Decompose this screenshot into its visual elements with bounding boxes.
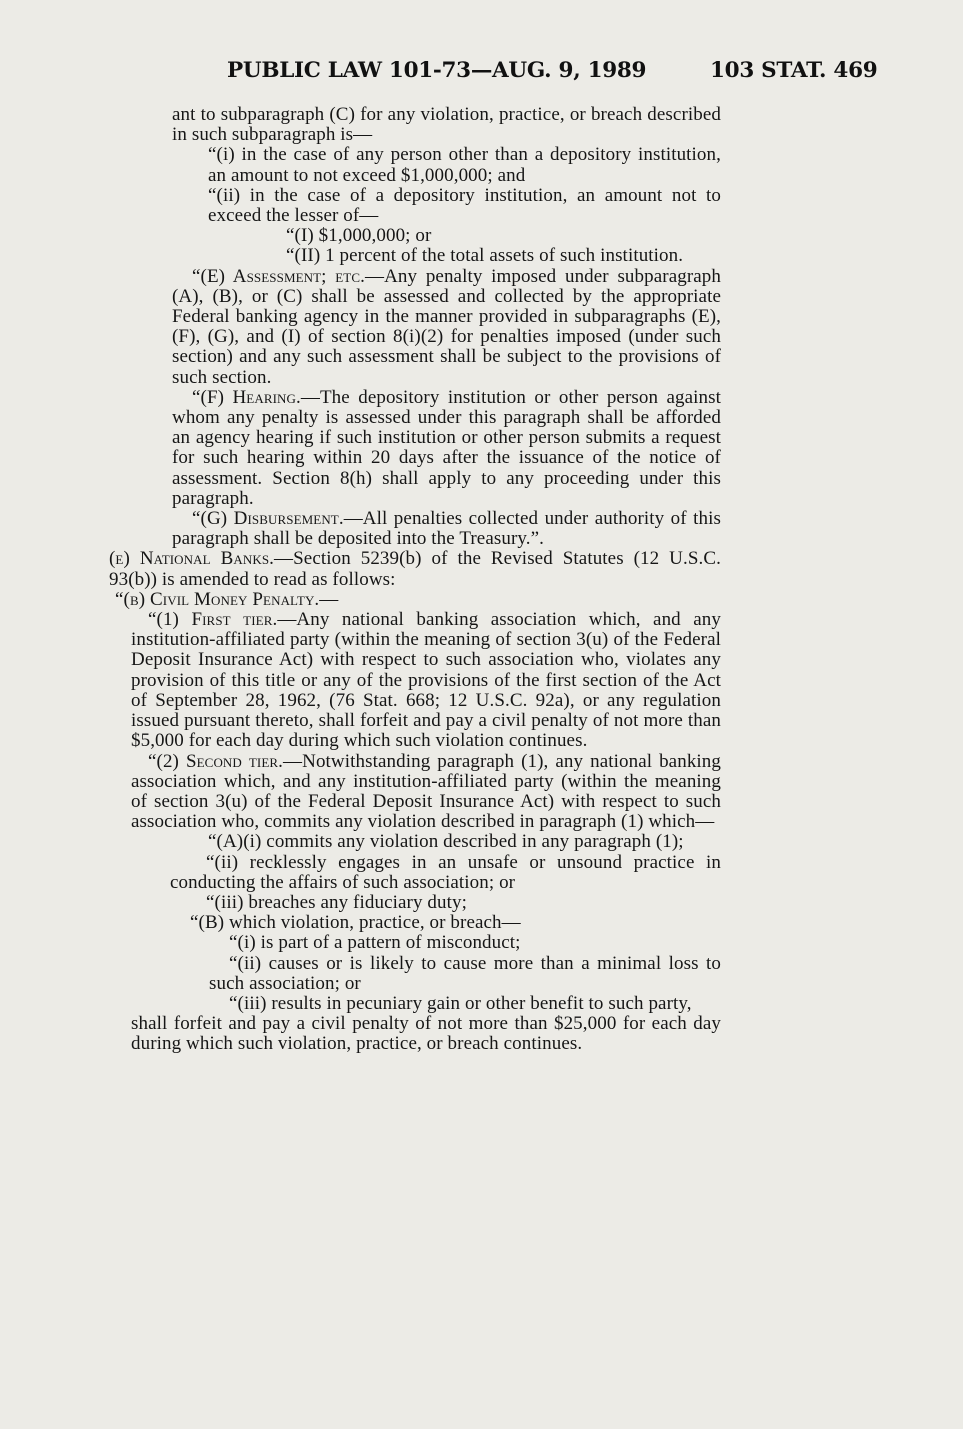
section-heading: (e) National Banks. (109, 548, 275, 570)
paragraph: “(G) Disbursement.—All penalties collected under authority of this paragraph shall be deposited into the Treasury.”. (172, 508, 721, 550)
section-heading: “(2) Second tier. (148, 750, 284, 772)
paragraph: shall forfeit and pay a civil penalty of not more than $25,000 for each day during which such violation, practice, or breach continues. (131, 1013, 721, 1055)
paragraph: “(iii) results in pecuniary gain or other benefit to such party, (229, 992, 692, 1014)
section-heading: “(F) Hearing. (192, 386, 301, 408)
paragraph: “(1) First tier.—Any national banking association which, and any institution-affiliated party (within the meaning of section 3(u) of the Federal Deposit Insurance Act) with respect to such association who, violates any provision of this title or any of the provisions of the first section of the Act of September 28, 1962, (76 Stat. 668; 12 U.S.C. 92a), or any regulation issued pursuant thereto, shall forfeit and pay a civil penalty of not more than $5,000 for each day during which such violation continues. (131, 609, 721, 752)
paragraph: (e) National Banks.—Section 5239(b) of the Revised Statutes (12 U.S.C. 93(b)) is amended to read as follows: (109, 548, 721, 590)
section-heading: “(b) Civil Money Penalty. (115, 588, 320, 610)
paragraph: “(i) is part of a pattern of misconduct; (229, 932, 521, 954)
paragraph: “(I) $1,000,000; or (286, 225, 432, 247)
paragraph: “(II) 1 percent of the total assets of such institution. (286, 245, 684, 267)
paragraph: “(b) Civil Money Penalty.— (115, 588, 339, 610)
paragraph: ant to subparagraph (C) for any violation, practice, or breach described in such subparagraph is— (172, 104, 721, 146)
paragraph: “(ii) recklessly engages in an unsafe or unsound practice in conducting the affairs of such association; or (170, 851, 721, 893)
page-number: 103 STAT. 469 (710, 58, 878, 83)
paragraph: “(ii) causes or is likely to cause more than a minimal loss to such association; or (209, 952, 721, 994)
paragraph: “(i) in the case of any person other than a depository institution, an amount to not exceed $1,000,000; and (208, 144, 721, 186)
paragraph: “(ii) in the case of a depository institution, an amount not to exceed the lesser of— (208, 184, 721, 227)
section-heading: “(G) Disbursement. (192, 508, 344, 530)
paragraph: “(2) Second tier.—Notwithstanding paragraph (1), any national banking association which, and any institution-affiliated party (within the meaning of section 3(u) of the Federal Deposit Insurance Act) with respect to such association who, commits any violation described in paragraph (1) which— (131, 750, 721, 833)
paragraph: “(E) Assessment; etc.—Any penalty imposed under subparagraph (A), (B), or (C) shall be assessed and collected by the appropriate Federal banking agency in the manner provided in subparagraphs (E), (F), (G), and (I) of section 8(i)(2) for penalties imposed (under such section) and any such assessment shall be subject to the provisions of such section. (172, 265, 721, 388)
statute-text (109, 105, 721, 1055)
running-header-title: PUBLIC LAW 101-73—AUG. 9, 1989 (227, 58, 647, 83)
paragraph: “(B) which violation, practice, or breach— (190, 912, 521, 934)
paragraph: “(A)(i) commits any violation described in any paragraph (1); (208, 831, 684, 853)
section-heading: “(E) Assessment; etc. (192, 265, 365, 287)
section-heading: “(1) First tier. (148, 609, 278, 631)
paragraph: “(F) Hearing.—The depository institution or other person against whom any penalty is assessed under this paragraph shall be afforded an agency hearing if such institution or other person submits a request for such hearing within 20 days after the issuance of the notice of assessment. Section 8(h) shall apply to any proceeding under this paragraph. (172, 386, 722, 509)
paragraph: “(iii) breaches any fiduciary duty; (206, 891, 467, 913)
